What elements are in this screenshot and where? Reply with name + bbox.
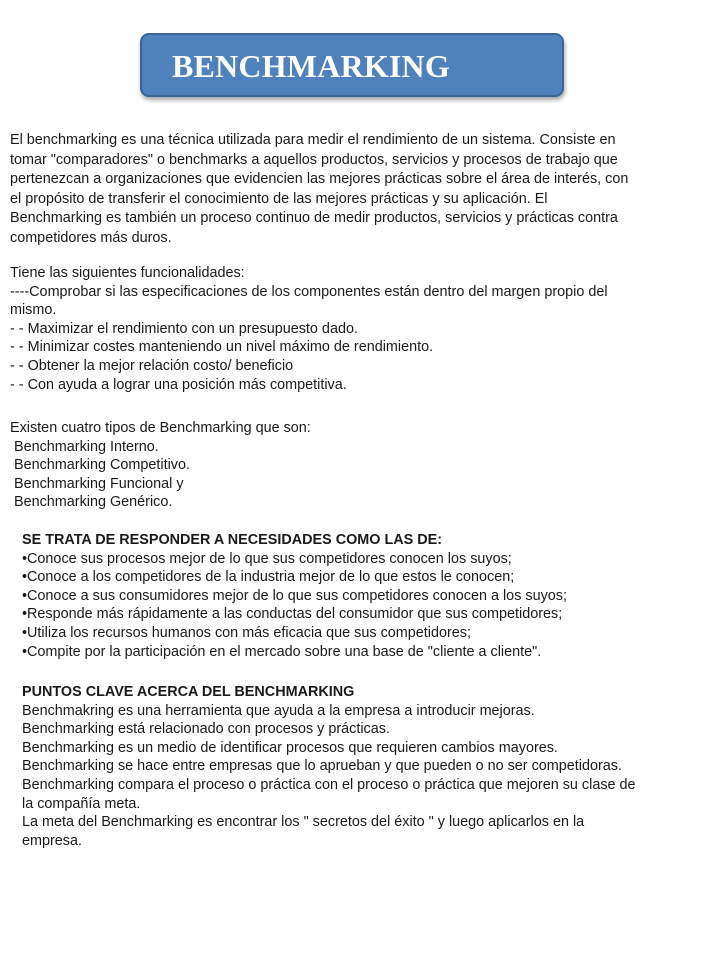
key-point-line: La meta del Benchmarking es encontrar los " secretos del éxito " y luego aplicarlos en la	[22, 814, 585, 831]
key-point-line: la compañía meta.	[22, 795, 141, 812]
key-point-line: Benchmarking compara el proceso o práctica con el proceso o práctica que mejoren su clase de	[22, 776, 636, 793]
needs-heading: SE TRATA DE RESPONDER A NECESIDADES COMO LAS DE:	[22, 532, 443, 548]
need-item: •Responde más rápidamente a las conductas del consumidor que sus competidores;	[22, 606, 563, 623]
key-point-line: Benchmarking se hace entre empresas que lo aprueban y que pueden o no ser competidoras.	[22, 758, 622, 775]
need-item: •Utiliza los recursos humanos con más eficacia que sus competidores;	[22, 624, 471, 641]
functionality-line: ----Comprobar si las especificaciones de los componentes están dentro del margen propio del	[10, 283, 608, 300]
functionalities-intro: Tiene las siguientes funcionalidades:	[10, 265, 245, 281]
intro-line: pertenezcan a organizaciones que evidencien las mejores prácticas sobre el área de interés, con	[10, 171, 629, 188]
need-item: •Conoce a los competidores de la industria mejor de lo que estos le conocen;	[22, 569, 515, 586]
type-item: Benchmarking Interno.	[10, 438, 159, 455]
types-section	[10, 419, 710, 512]
key-point-line: Benchmakring es una herramienta que ayuda a la empresa a introducir mejoras.	[22, 702, 535, 719]
type-item: Benchmarking Genérico.	[10, 494, 173, 511]
page-title: BENCHMARKING	[172, 48, 450, 84]
type-item: Benchmarking Funcional y	[10, 475, 184, 492]
key-points-section	[22, 683, 717, 850]
functionalities-section	[10, 264, 710, 394]
key-point-line: empresa.	[22, 832, 82, 849]
functionality-line: - - Obtener la mejor relación costo/ beneficio	[10, 357, 294, 374]
key-point-line: Benchmarking está relacionado con procesos y prácticas.	[22, 721, 390, 738]
need-item: •Conoce sus procesos mejor de lo que sus competidores conocen los suyos;	[22, 550, 512, 567]
needs-section	[22, 531, 712, 661]
functionality-line: mismo.	[10, 302, 57, 319]
intro-line: competidores más duros.	[10, 229, 172, 246]
type-item: Benchmarking Competitivo.	[10, 457, 190, 474]
intro-line: Benchmarking es también un proceso continuo de medir productos, servicios y prácticas contra	[10, 210, 618, 227]
functionality-line: - - Minimizar costes manteniendo un nivel máximo de rendimiento.	[10, 339, 434, 356]
intro-line: el propósito de transferir el conocimiento de las mejores prácticas y su aplicación. El	[10, 190, 548, 207]
types-intro: Existen cuatro tipos de Benchmarking que son:	[10, 420, 311, 436]
intro-paragraph	[10, 131, 710, 249]
need-item: •Compite por la participación en el mercado sobre una base de "cliente a cliente".	[22, 643, 542, 660]
functionality-line: - - Maximizar el rendimiento con un presupuesto dado.	[10, 320, 358, 337]
key-point-line: Benchmarking es un medio de identificar procesos que requieren cambios mayores.	[22, 739, 558, 756]
need-item: •Conoce a sus consumidores mejor de lo que sus competidores conocen a los suyos;	[22, 587, 567, 604]
title-banner	[140, 33, 564, 97]
intro-line: tomar "comparadores" o benchmarks a aquellos productos, servicios y procesos de trabajo que	[10, 151, 618, 168]
intro-line: El benchmarking es una técnica utilizada para medir el rendimiento de un sistema. Consiste en	[10, 132, 616, 148]
functionality-line: - - Con ayuda a lograr una posición más competitiva.	[10, 376, 347, 393]
key-points-heading: PUNTOS CLAVE ACERCA DEL BENCHMARKING	[22, 684, 355, 700]
